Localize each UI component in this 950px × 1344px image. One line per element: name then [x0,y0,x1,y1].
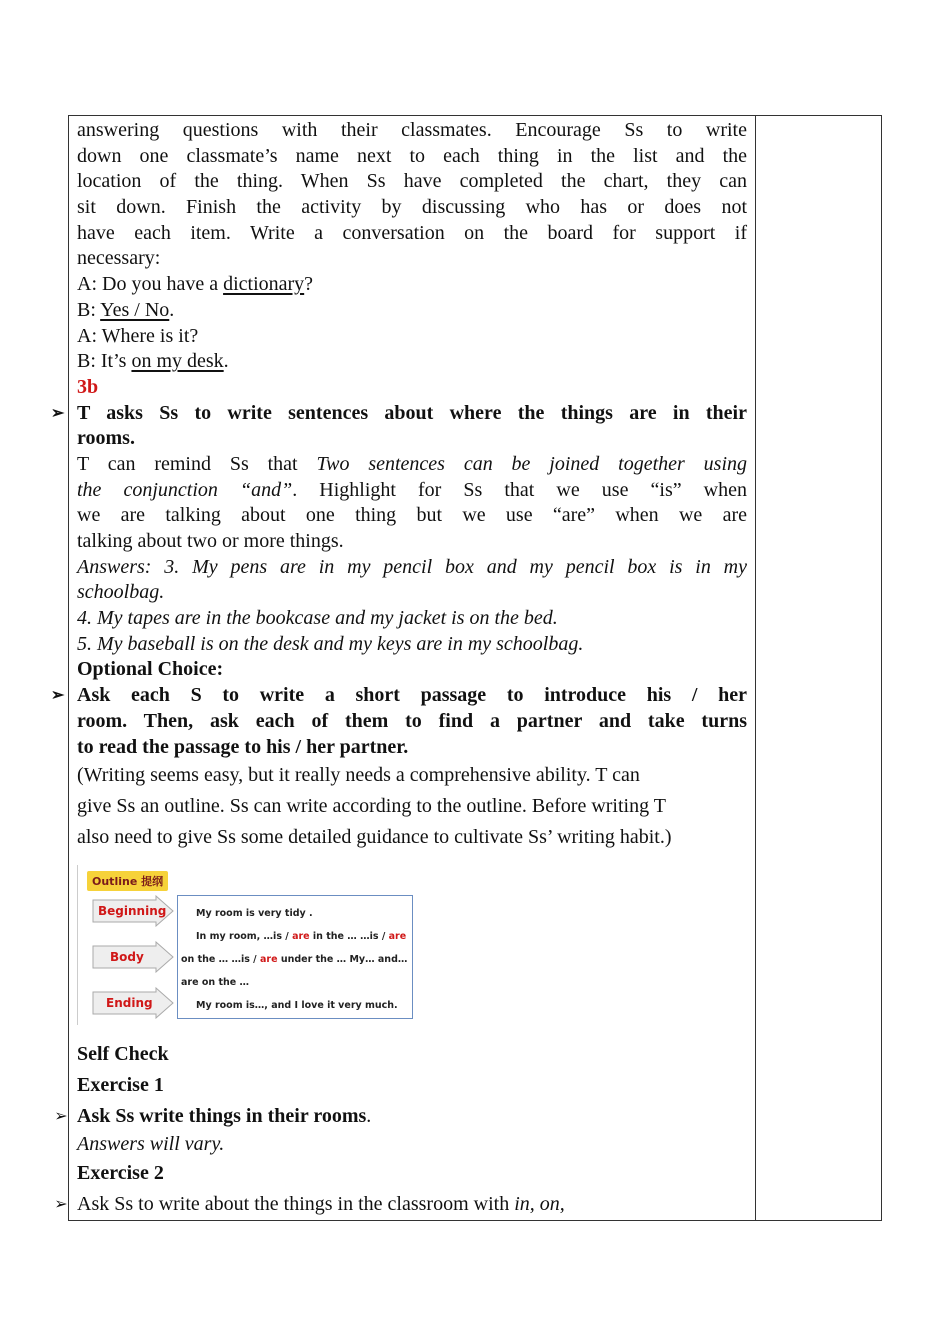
conversation-line [77,272,747,298]
conversation-line: A: Where is it? [77,324,199,347]
paragraph-line: (Writing seems easy, but it really needs a comprehensive ability. T can [77,764,640,787]
task-line [54,1189,747,1220]
blank-answer: Yes / No [100,298,170,321]
text-line: sit down. Finish the activity by discussing who has or does not [77,196,747,219]
arrow-label: Body [110,950,144,965]
punctuation: . [366,1105,372,1128]
outline-text [196,931,406,942]
punctuation: ? [304,273,314,296]
conversation-line [77,298,747,324]
outline-fragment: on the … …is / [181,954,260,966]
outline-highlight: are [292,931,310,943]
text-line: answering questions with their classmates. Encourage Ss to write [77,119,747,141]
outline-highlight: are [259,954,278,966]
figure-edge [77,865,78,1025]
note-italic: Two sentences can be joined together using [316,452,748,475]
section-heading-3b: 3b [77,375,99,398]
task-line [54,1101,747,1132]
answer-line: Answers: 3. My pens are in my pencil box and my pencil box is in my [77,555,747,578]
note-line [77,452,747,478]
beginning-arrow [92,895,174,927]
speaker-text: B: It’s [77,350,132,373]
lesson-table [51,115,882,1221]
task-line [51,401,747,427]
text-line: necessary: [77,247,161,270]
arrow-bullet-icon: ➢ [51,687,65,705]
arrow-bullet-icon: ➢ [54,1108,68,1126]
self-check-heading: Self Check [77,1043,169,1066]
arrow-bullet-icon: ➢ [54,1195,68,1213]
column-divider [755,116,756,1220]
task-text: Ask Ss write things in their rooms [77,1105,367,1128]
outline-text [181,954,407,965]
task-text: Ask each S to write a short passage to introduce his / her [77,684,747,707]
conversation-line [77,349,747,375]
note-text: . Highlight for Ss that we use “is” when [292,478,748,501]
answer-line: Answers will vary. [77,1133,225,1156]
note-text: T can remind Ss that [77,452,317,475]
task-italic: in, on, [514,1192,565,1215]
answer-line: 4. My tapes are in the bookcase and my jacket is on the bed. [77,607,558,630]
outline-box [177,895,413,1019]
blank-answer: on my desk [131,350,224,373]
exercise-heading: Exercise 2 [77,1161,164,1184]
task-line: rooms. [77,427,135,450]
task-line: to read the passage to his / her partner. [77,735,409,758]
paragraph-line: also need to give Ss some detailed guidance to cultivate Ss’ writing habit.) [77,826,672,849]
task-line [51,683,747,709]
paragraph-line: give Ss an outline. Ss can write according to the outline. Before writing T [77,795,666,818]
blank-answer: dictionary [223,273,305,296]
optional-heading: Optional Choice: [77,658,224,681]
text-line: location of the thing. When Ss have completed the chart, they can [77,170,747,193]
outline-fragment: in the … …is / [309,931,389,943]
note-line: talking about two or more things. [77,530,344,552]
outline-text: are on the … [181,977,249,989]
task-text: T asks Ss to write sentences about where the things are in their [77,401,747,424]
outline-tag: Outline 提纲 [87,871,168,891]
text-line: down one classmate’s name next to each thing in the list and the [77,144,747,167]
arrow-label: Beginning [98,904,167,919]
note-line: we are talking about one thing but we use “are” when we are [77,504,747,527]
body-arrow [92,941,174,973]
content-cell [51,118,748,1220]
task-line: room. Then, ask each of them to find a partner and take turns [77,709,747,732]
outline-fragment: under the … My… and… [277,954,408,966]
outline-highlight: are [388,931,407,943]
note-italic: the conjunction “and” [77,478,293,501]
arrow-bullet-icon: ➢ [51,404,65,422]
text-line: have each item. Write a conversation on the board for support if [77,221,747,244]
exercise-heading: Exercise 1 [77,1074,164,1097]
outline-text: My room is very tidy . [196,908,313,920]
outline-text: My room is…, and I love it very much. [196,1000,398,1012]
ending-arrow [92,987,174,1019]
task-text: Ask Ss to write about the things in the classroom with [77,1192,515,1215]
punctuation: . [223,350,229,373]
arrow-label: Ending [106,996,153,1011]
outline-fragment: In my room, …is / [196,931,293,943]
punctuation: . [169,298,175,321]
speaker-text: B: [77,298,101,321]
outline-figure [77,865,417,1035]
note-line [77,478,747,504]
speaker-text: A: Do you have a [77,273,224,296]
answer-line: 5. My baseball is on the desk and my keys are in my schoolbag. [77,632,584,655]
answer-line: schoolbag. [77,581,165,604]
